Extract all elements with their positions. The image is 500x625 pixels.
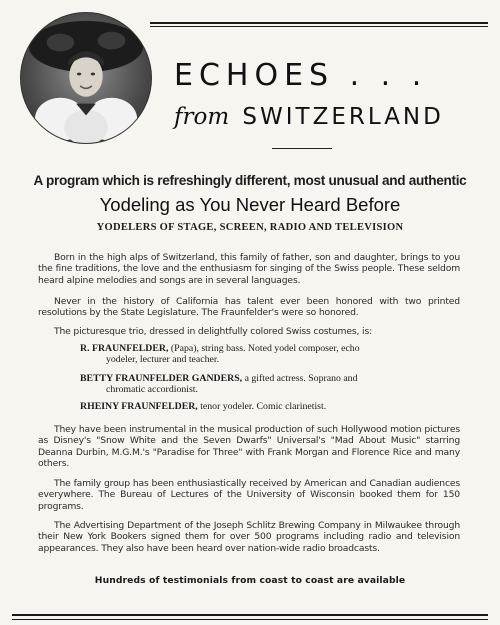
portrait-illustration (21, 13, 151, 143)
closing-line: Hundreds of testimonials from coast to coast are available (94, 575, 406, 586)
title-from: from (174, 104, 230, 130)
member-description-continued: chromatic accordionist. (106, 384, 198, 396)
paragraph-hollywood: They have been instrumental in the musical production of such Hollywood motion pictures as Disney's "Snow White and the Seven Dwarfs" Universal's "Mad About Music" starring Deanna Durbin, M.G.M.'s "Paradise for Three" with Frank Morgan and Florence Rice and many others. (38, 424, 460, 469)
headline: Yodeling as You Never Heard Before (99, 194, 401, 215)
member-name: BETTY FRAUNFELDER GANDERS, (80, 373, 243, 384)
member-description: (Papa), string bass. Noted yodel composer, echo (168, 343, 360, 354)
member-entry (80, 373, 440, 396)
top-rule-thin (150, 26, 488, 27)
member-name: RHEINY FRAUNFELDER, (80, 401, 198, 412)
lead-line: A program which is refreshingly different, most unusual and authentic (33, 172, 467, 188)
member-description-continued: yodeler, lecturer and teacher. (106, 354, 220, 366)
member-description: a gifted actress. Soprano and (242, 373, 358, 384)
paragraph-trio-intro: The picturesque trio, dressed in delightfully colored Swiss costumes, is: (54, 326, 373, 337)
title-country: SWITZERLAND (242, 104, 444, 130)
top-rule (150, 22, 488, 24)
paragraph-origin: Born in the high alps of Switzerland, this family of father, son and daughter, brings to you the fine traditions, the love and the enthusiasm for singing of the Swiss people. These seldom heard alpine melodies and songs are in several languages. (38, 252, 460, 286)
paragraph-honors: Never in the history of California has talent ever been honored with two printed resolutions by the State Legislature. The Fraunfelder's were so honored. (38, 296, 460, 319)
title-from-switzerland (174, 100, 444, 131)
portrait-photo (20, 12, 152, 144)
title-underline (272, 148, 332, 149)
member-description: tenor yodeler. Comic clarinetist. (197, 401, 327, 412)
bottom-rule (12, 614, 488, 616)
paragraph-schlitz: The Advertising Department of the Joseph Schlitz Brewing Company in Milwaukee through their New York Bookers signed them for over 500 programs including radio and television appearances. They also have been heard over nation-wide radio broadcasts. (38, 520, 460, 554)
bottom-rule-thin (12, 619, 488, 620)
title-echoes: ECHOES . . . (174, 58, 428, 93)
subhead: YODELERS OF STAGE, SCREEN, RADIO AND TELEVISION (96, 222, 404, 233)
member-name: R. FRAUNFELDER, (80, 343, 169, 354)
paragraph-audiences: The family group has been enthusiastically received by American and Canadian audiences everywhere. The Bureau of Lectures of the University of Wisconsin booked them for 150 programs. (38, 478, 460, 512)
member-entry (80, 401, 440, 412)
member-entry (80, 343, 440, 366)
